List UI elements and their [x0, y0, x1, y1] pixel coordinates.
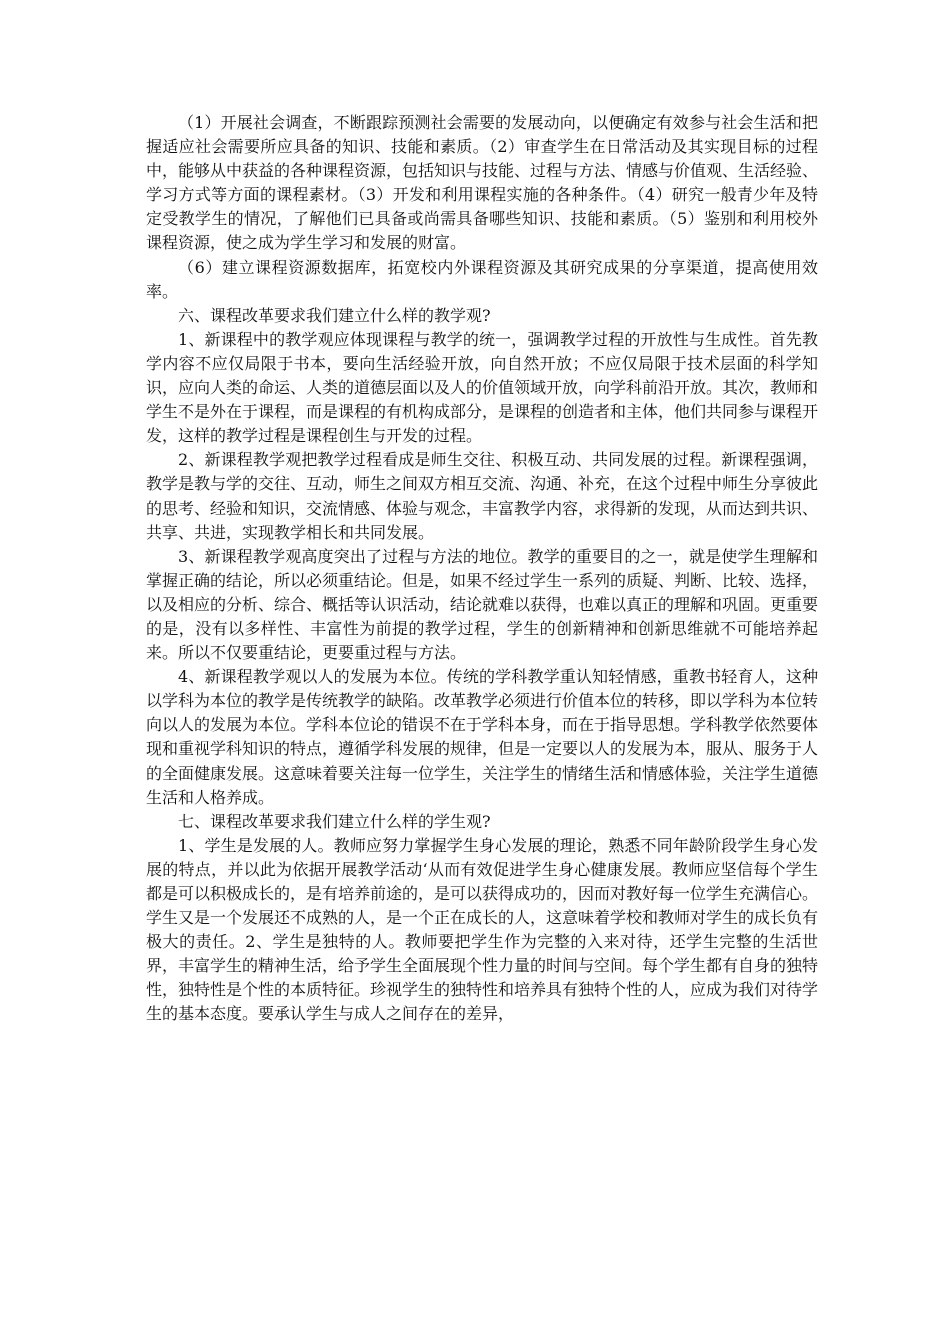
section-heading-student-view: 七、课程改革要求我们建立什么样的学生观? — [178, 811, 491, 831]
paragraph-teaching-view-4: 4、新课程教学观以人的发展为本位。传统的学科教学重认知轻情感，重教书轻育人，这种以学科为本位的教学是传统教学的缺陷。改革教学必须进行价值本位的转移，即以学科为本位转向以人的发展为本位。学科本位论的错误不在于学科本身，而在于指导思想。学科教学依然要体现和重视学科知识的特点，遵循学科发展的规律，但是一定要以人的发展为本，服从、服务于人的全面健康发展。这意味着要关注每一位学生，关注学生的情绪生活和情感体验，关注学生道德生活和人格养成。 — [146, 667, 819, 807]
paragraph-resource-database: （6）建立课程资源数据库，拓宽校内外课程资源及其研究成果的分享渠道，提高使用效率。 — [146, 257, 818, 301]
paragraph-teaching-view-3: 3、新课程教学观高度突出了过程与方法的地位。教学的重要目的之一，就是使学生理解和掌握正确的结论，所以必须重结论。但是，如果不经过学生一系列的质疑、判断、比较、选择，以及相应的分析、综合、概括等认识活动，结论就难以获得，也难以真正的理解和巩固。更重要的是，没有以多样性、丰富性为前提的教学过程，学生的创新精神和创新思维就不可能培养起来。所以不仅要重结论，更要重过程与方法。 — [146, 546, 819, 663]
section-heading-teaching-view: 六、课程改革要求我们建立什么样的教学观? — [178, 305, 491, 325]
paragraph-student-view-1: 1、学生是发展的人。教师应努力掌握学生身心发展的理论，熟悉不同年龄阶段学生身心发展的特点，并以此为依据开展教学活动‘从而有效促进学生身心健康发展。教师应坚信每个学生都是可以积极成长的，是有培养前途的，是可以获得成功的，因而对教好每一位学生充满信心。学生又是一个发展还不成熟的人，是一个正在成长的人，这意味着学校和教师对学生的成长负有极大的责任。2、学生是独特的人。教师要把学生作为完整的入来对待，还学生完整的生活世界，丰富学生的精神生活，给予学生全面展现个性力量的时间与空间。每个学生都有自身的独特性，独特性是个性的本质特征。珍视学生的独特性和培养具有独特个性的人，应成为我们对待学生的基本态度。要承认学生与成人之间存在的差异， — [146, 835, 819, 1024]
paragraph-curriculum-resources: （1）开展社会调查，不断跟踪预测社会需要的发展动向，以便确定有效参与社会生活和把握适应社会需要所应具备的知识、技能和素质。（2）审查学生在日常活动及其实现目标的过程中，能够从中获益的各种课程资源，包括知识与技能、过程与方法、情感与价值观、生活经验、学习方式等方面的课程素材。（3）开发和利用课程实施的各种条件。（4）研究一般青少年及特定受教学生的情况，了解他们已具备或尚需具备哪些知识、技能和素质。（5）鉴别和利用校外课程资源，使之成为学生学习和发展的财富。 — [146, 113, 819, 253]
paragraph-teaching-view-2: 2、新课程教学观把教学过程看成是师生交往、积极互动、共同发展的过程。新课程强调，教学是教与学的交往、互动，师生之间双方相互交流、沟通、补充，在这个过程中师生分享彼此的思考、经验和知识，交流情感、体验与观念，丰富教学内容，求得新的发现，从而达到共识、共享、共进，实现教学相长和共同发展。 — [146, 450, 819, 542]
paragraph-teaching-view-1: 1、新课程中的教学观应体现课程与教学的统一，强调教学过程的开放性与生成性。首先教学内容不应仅局限于书本，要向生活经验开放，向自然开放；不应仅局限于技术层面的科学知识，应向人类的命运、人类的道德层面以及人的价值领域开放，向学科前沿开放。其次，教师和学生不是外在于课程，而是课程的有机构成部分，是课程的创造者和主体，他们共同参与课程开发，这样的教学过程是课程创生与开发的过程。 — [146, 329, 819, 446]
document-page — [146, 111, 818, 1027]
